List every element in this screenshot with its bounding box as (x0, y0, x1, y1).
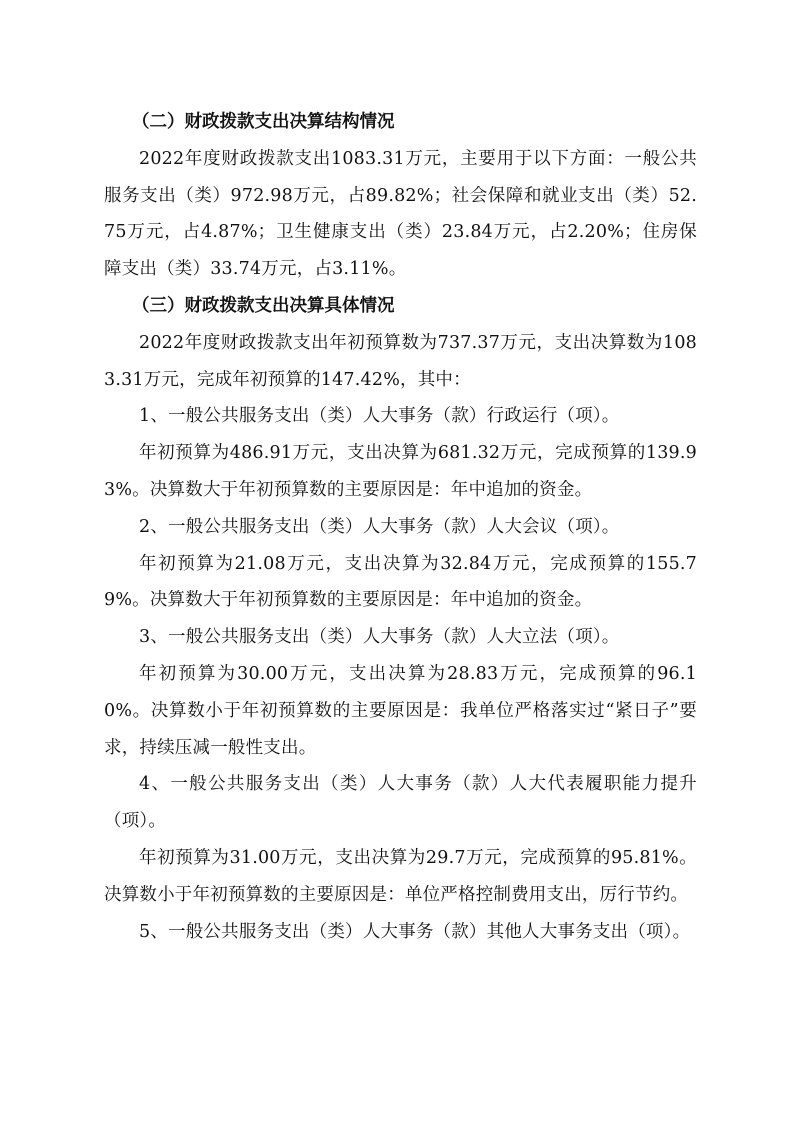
item-1-detail: 年初预算为486.91万元，支出决算为681.32万元，完成预算的139.93%。决算数大于年初预算数的主要原因是：年中追加的资金。 (104, 443, 697, 500)
item-4-title: 4、一般公共服务支出（类）人大事务（款）人大代表履职能力提升（项）。 (104, 774, 697, 832)
details-intro-paragraph: 2022年度财政拨款支出年初预算数为737.37万元，支出决算数为1083.31万元，完成年初预算的147.42%，其中： (104, 332, 697, 390)
section-heading-structure: （二）财政拨款支出决算结构情况 (132, 112, 395, 132)
document-content (104, 104, 697, 950)
item-3-detail: 年初预算为30.00万元，支出决算为28.83万元，完成预算的96.10%。决算数小于年初预算数的主要原因是：我单位严格落实过“紧日子”要求，持续压减一般性支出。 (104, 663, 697, 758)
structure-paragraph: 2022年度财政拨款支出1083.31万元，主要用于以下方面：一般公共服务支出（类）972.98万元，占89.82%；社会保障和就业支出（类）52.75万元，占4.87%；卫生健康支出（类）23.84万元，占2.20%；住房保障支出（类）33.74万元，占3.11%。 (104, 148, 697, 280)
item-3-title: 3、一般公共服务支出（类）人大事务（款）人大立法（项）。 (139, 627, 620, 648)
item-4-detail: 年初预算为31.00万元，支出决算为29.7万元，完成预算的95.81%。决算数小于年初预算数的主要原因是：单位严格控制费用支出，厉行节约。 (104, 847, 697, 905)
item-2-title: 2、一般公共服务支出（类）人大事务（款）人大会议（项）。 (139, 516, 620, 537)
section-heading-details: （三）财政拨款支出决算具体情况 (132, 295, 395, 316)
item-2-detail: 年初预算为21.08万元，支出决算为32.84万元，完成预算的155.79%。决算数大于年初预算数的主要原因是：年中追加的资金。 (104, 553, 697, 611)
item-5-title: 5、一般公共服务支出（类）人大事务（款）其他人大事务支出（项）。 (139, 921, 691, 942)
item-1-title: 1、一般公共服务支出（类）人大事务（款）行政运行（项）。 (139, 406, 620, 427)
